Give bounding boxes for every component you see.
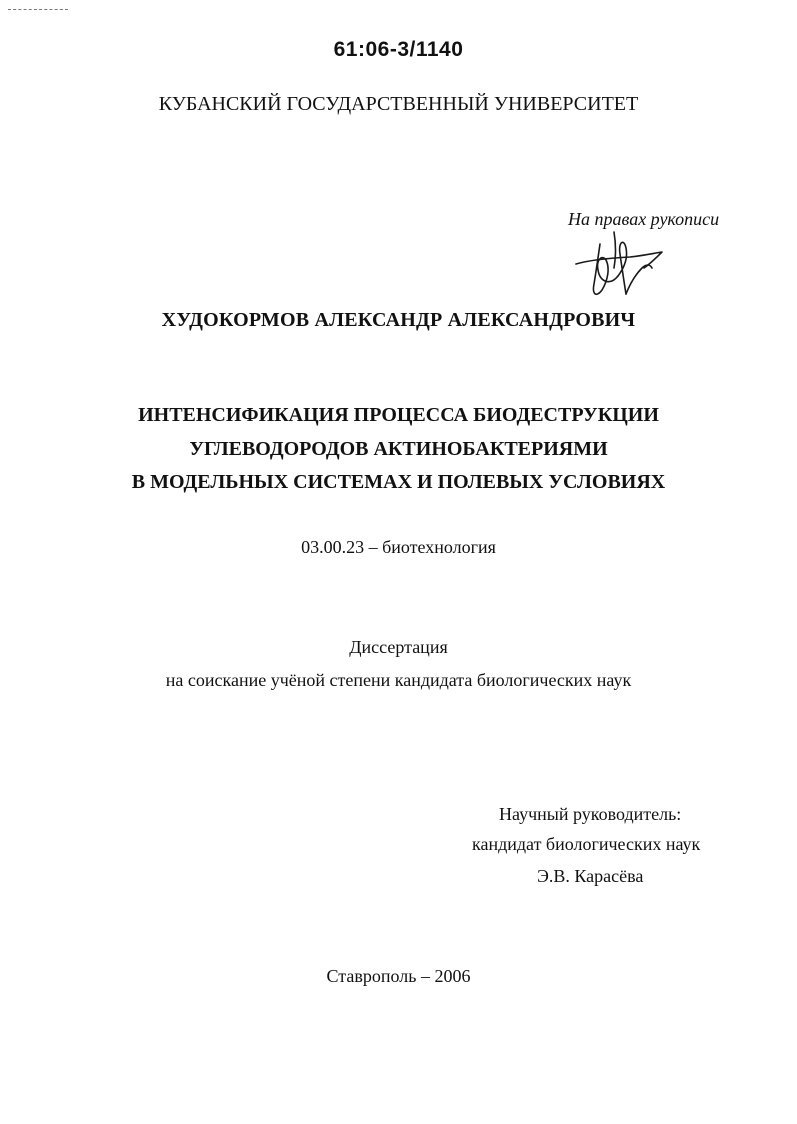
supervisor-degree: кандидат биологических наук — [472, 834, 701, 854]
supervisor-name: Э.В. Карасёва — [537, 866, 644, 886]
dissertation-title-line: ИНТЕНСИФИКАЦИЯ ПРОЦЕССА БИОДЕСТРУКЦИИ — [138, 404, 659, 426]
catalog-number: 61:06-3/1140 — [333, 38, 464, 61]
dissertation-title-line: УГЛЕВОДОРОДОВ АКТИНОБАКТЕРИЯМИ — [189, 438, 608, 460]
dissertation-title-line: В МОДЕЛЬНЫХ СИСТЕМАХ И ПОЛЕВЫХ УСЛОВИЯХ — [131, 471, 666, 493]
handwritten-signature — [570, 224, 670, 308]
scan-edge-mark — [8, 9, 68, 10]
specialty-code: 03.00.23 – биотехнология — [301, 537, 496, 557]
place-and-year: Ставрополь – 2006 — [326, 966, 471, 986]
university-name: КУБАНСКИЙ ГОСУДАРСТВЕННЫЙ УНИВЕРСИТЕТ — [158, 93, 639, 115]
rights-note: На правах рукописи — [568, 209, 720, 229]
author-name: ХУДОКОРМОВ АЛЕКСАНДР АЛЕКСАНДРОВИЧ — [161, 309, 636, 331]
document-type: Диссертация — [349, 637, 448, 657]
degree-line: на соискание учёной степени кандидата биологических наук — [165, 670, 632, 690]
supervisor-label: Научный руководитель: — [499, 804, 682, 824]
